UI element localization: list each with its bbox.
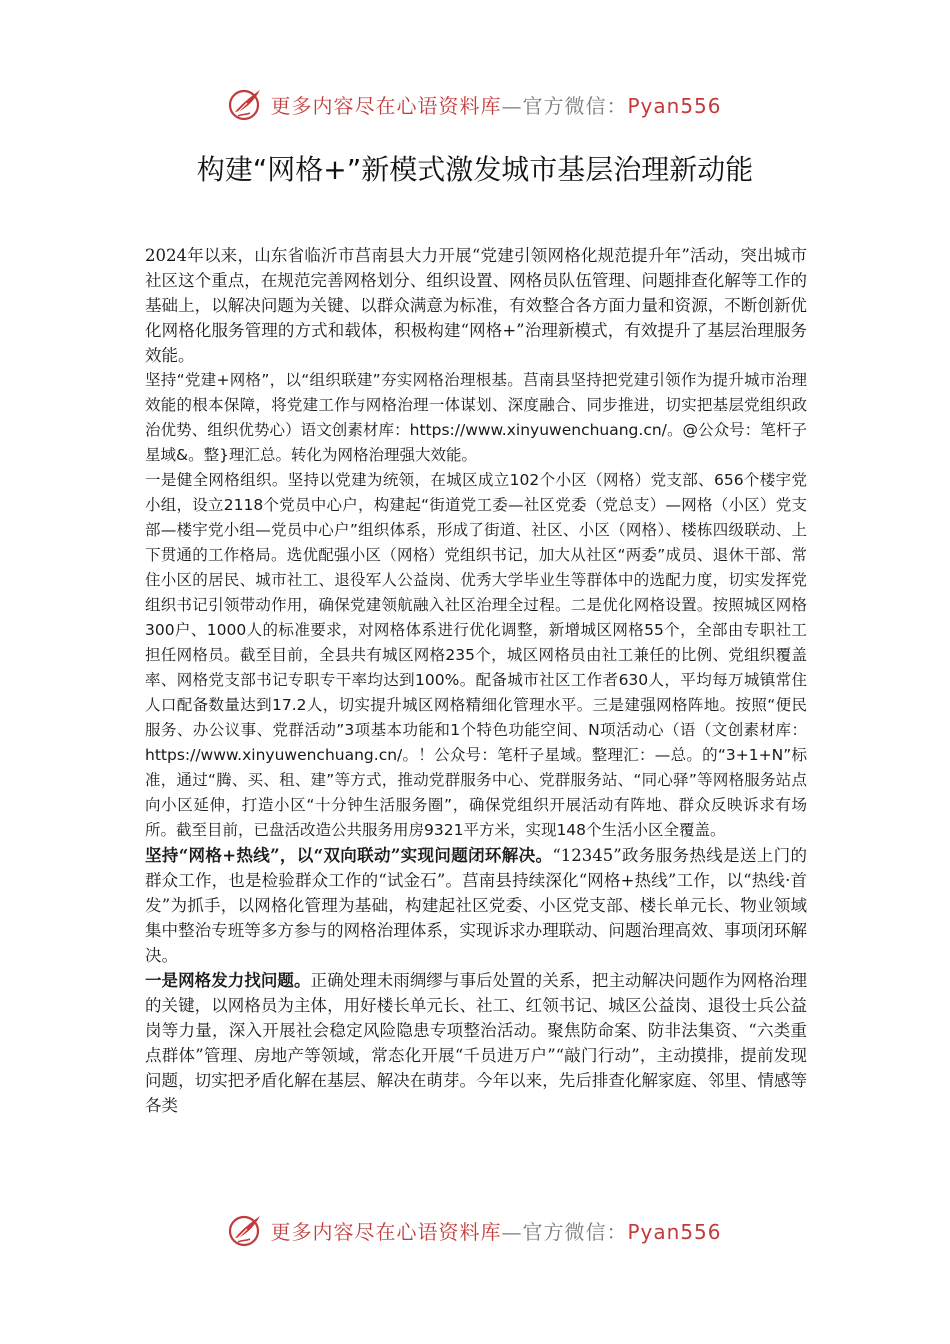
document-title: 构建“网格+”新模式激发城市基层治理新动能 [196,153,754,186]
paragraph-grid-organization: 一是健全网格组织。坚持以党建为统领，在城区成立102个小区（网格）党支部、656个楼宇党小组，设立2118个党员中心户，构建起“街道党工委—社区党委（党总支）—网格（小区）党支部—楼宇党小组—党员中心户”组织体系，形成了街道、社区、小区（网格）、楼栋四级联动、上下贯通的工作格局。选优配强小区（网格）党组织书记，加大从社区“两委”成员、退休干部、常住小区的居民、城市社工、退役军人公益岗、优秀大学毕业生等群体中的选配力度，切实发挥党组织书记引领带动作用，确保党建领航融入社区治理全过程。二是优化网格设置。按照城区网格300户、1000人的标准要求，对网格体系进行优化调整，新增城区网格55个，全部由专职社工担任网格员。截至目前，全县共有城区网格235个，城区网格员由社工兼任的比例、党组织覆盖率、网格党支部书记专职专干率均达到100%。配备城市社区工作者630人，平均每万城镇常住人口配备数量达到17.2人，切实提升城区网格精细化管理水平。三是建强网格阵地。按照“便民服务、办公议事、党群活动”3项基本功能和1个特色功能空间、N项活动心（语（文创素材库：https://www.xinyuwenchuang.cn/。！公众号：笔杆子星域。整理汇：—总。的“3+1+N”标准，通过“腾、买、租、建”等方式，推动党群服务中心、党群服务站、“同心驿”等网格服务站点向小区延伸，打造小区“十分钟生活服务圈”，确保党组织开展活动有阵地、群众反映诉求有场所。截至目前，已盘活改造公共服务用房9321平方米，实现148个生活小区全覆盖。 [145,471,807,839]
paragraph-lead: 坚持“网格+热线”，以“双向联动”实现问题闭环解决。 [145,846,553,865]
header-watermark-banner [0,82,950,126]
watermark-text: 更多内容尽在心语资料库—官方微信：Pyan556 [270,93,722,118]
footer-watermark-banner [0,1208,950,1252]
quill-logo-icon [228,86,264,122]
article-body [145,243,807,1118]
paragraph-text: 正确处理未雨绸缪与事后处置的关系，把主动解决问题作为网格治理的关键，以网格员为主体，用好楼长单元长、社工、红领书记、城区公益岗、退役士兵公益岗等力量，深入开展社会稳定风险隐患专项整治活动。聚焦防命案、防非法集资、“六类重点群体”管理、房地产等领域，常态化开展“千员进万户”“敲门行动”，主动摸排，提前发现问题，切实把矛盾化解在基层、解决在萌芽。今年以来，先后排查化解家庭、邻里、情感等各类 [145,971,808,1115]
watermark-text: 更多内容尽在心语资料库—官方微信：Pyan556 [270,1219,722,1244]
paragraph-party-grid: 坚持“党建+网格”，以“组织联建”夯实网格治理根基。莒南县坚持把党建引领作为提升城市治理效能的根本保障，将党建工作与网格治理一体谋划、深度融合、同步推进，切实把基层党组织政治优势、组织优势心）语文创素材库：https://www.xinyuwenchuang.cn/。@公众号：笔杆子星域&。整}理汇总。转化为网格治理强大效能。 [145,371,807,464]
paragraph-lead: 一是网格发力找问题。 [145,971,311,990]
quill-logo-icon [228,1212,264,1248]
paragraph-grid-hotline [145,843,807,968]
paragraph-text: “12345”政务服务热线是送上门的群众工作，也是检验群众工作的“试金石”。莒南县持续深化“网格+热线”工作，以“热线·首发”为抓手，以网格化管理为基础，构建起社区党委、小区党支部、楼长单元长、物业领域集中整治专班等多方参与的网格治理体系，实现诉求办理联动、问题治理高效、事项闭环解决。 [145,846,807,965]
paragraph-find-problems [145,968,807,1118]
paragraph-intro: 2024年以来，山东省临沂市莒南县大力开展“党建引领网格化规范提升年”活动，突出城市社区这个重点，在规范完善网格划分、组织设置、网格员队伍管理、问题排查化解等工作的基础上，以解决问题为关键、以群众满意为标准，有效整合各方面力量和资源，不断创新优化网格化服务管理的方式和载体，积极构建“网格+”治理新模式，有效提升了基层治理服务效能。 [145,246,807,365]
